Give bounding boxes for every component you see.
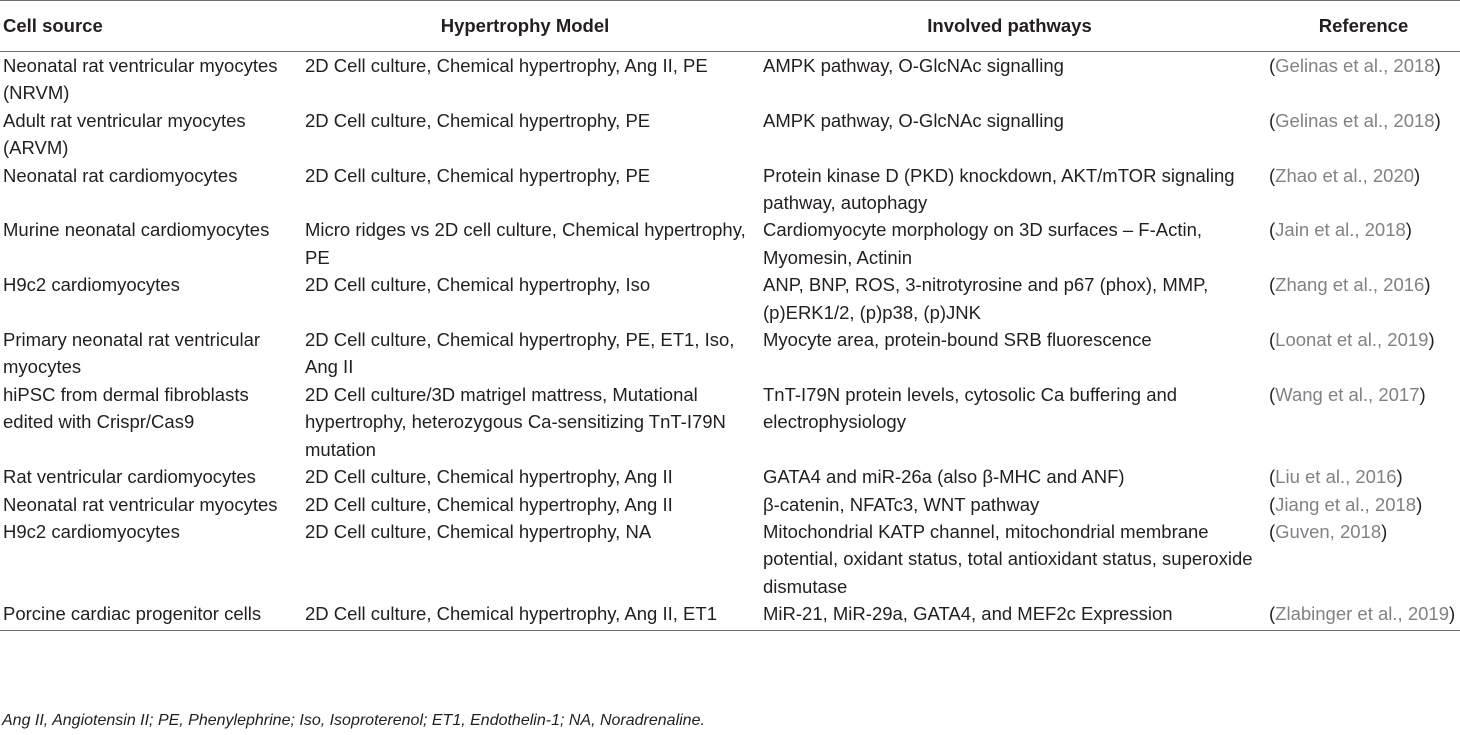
cell-hypertrophy-model: 2D Cell culture, Chemical hypertrophy, Ang II: [305, 466, 673, 488]
reference-link[interactable]: Gelinas et al., 2018: [1275, 109, 1435, 131]
cell-reference: (Liu et al., 2016): [1269, 466, 1403, 488]
cell-reference: (Zlabinger et al., 2019): [1267, 600, 1460, 630]
cell-involved-pathways: Mitochondrial KATP channel, mitochondrial membrane potential, oxidant status, total antioxidant status, superoxide dismutase: [763, 520, 1253, 597]
table-row: [0, 491, 1460, 518]
header-row: [0, 1, 1460, 52]
reference-link[interactable]: Zlabinger et al., 2019: [1275, 603, 1449, 625]
cell-hypertrophy-model: 2D Cell culture, Chemical hypertrophy, NA: [305, 520, 652, 542]
header-involved-pathways: Involved pathways: [752, 1, 1267, 52]
cell-involved-pathways: β-catenin, NFATc3, WNT pathway: [763, 493, 1040, 515]
cell-involved-pathways: ANP, BNP, ROS, 3-nitrotyrosine and p67 (phox), MMP, (p)ERK1/2, (p)p38, (p)JNK: [763, 274, 1209, 323]
cell-hypertrophy-model: 2D Cell culture, Chemical hypertrophy, PE, ET1, Iso, Ang II: [305, 329, 735, 378]
table-row: [0, 52, 1460, 107]
cell-hypertrophy-model: 2D Cell culture, Chemical hypertrophy, Ang II, ET1: [298, 600, 752, 630]
table-body: [0, 52, 1460, 631]
cell-involved-pathways: GATA4 and miR-26a (also β-MHC and ANF): [763, 466, 1125, 488]
cell-source: Adult rat ventricular myocytes (ARVM): [3, 109, 246, 159]
table-footnote: Ang II, Angiotensin II; PE, Phenylephrine; Iso, Isoproterenol; ET1, Endothelin-1; NA, Noradrenaline.: [2, 712, 705, 729]
cell-hypertrophy-model: 2D Cell culture, Chemical hypertrophy, PE: [305, 164, 651, 186]
cell-involved-pathways: Protein kinase D (PKD) knockdown, AKT/mTOR signaling pathway, autophagy: [763, 164, 1235, 214]
cell-reference: (Jiang et al., 2018): [1269, 493, 1423, 515]
reference-link[interactable]: Zhao et al., 2020: [1275, 164, 1415, 186]
cell-source: hiPSC from dermal fibroblasts edited with Crispr/Cas9: [3, 383, 249, 433]
reference-link[interactable]: Guven, 2018: [1275, 520, 1382, 542]
cell-reference: (Zhang et al., 2016): [1269, 274, 1431, 296]
table-row: [0, 271, 1460, 326]
reference-link[interactable]: Liu et al., 2016: [1275, 466, 1397, 488]
cell-reference: (Jain et al., 2018): [1269, 219, 1412, 241]
cell-involved-pathways: AMPK pathway, O-GlcNAc signalling: [763, 109, 1064, 131]
cell-reference: (Guven, 2018): [1269, 520, 1388, 542]
header-cell-source: Cell source: [0, 1, 298, 52]
cell-source: Rat ventricular cardiomyocytes: [3, 466, 256, 488]
table-row: [0, 107, 1460, 162]
reference-link[interactable]: Gelinas et al., 2018: [1275, 55, 1435, 76]
cell-reference: (Wang et al., 2017): [1269, 383, 1426, 405]
cell-involved-pathways: AMPK pathway, O-GlcNAc signalling: [763, 55, 1064, 76]
reference-link[interactable]: Jiang et al., 2018: [1275, 493, 1417, 515]
cell-source: H9c2 cardiomyocytes: [3, 520, 180, 542]
cell-involved-pathways: MiR-21, MiR-29a, GATA4, and MEF2c Expression: [752, 600, 1267, 630]
cell-reference: (Gelinas et al., 2018): [1269, 109, 1441, 131]
header-reference: Reference: [1267, 1, 1460, 52]
cell-source: Neonatal rat ventricular myocytes (NRVM): [3, 55, 278, 104]
cell-reference: (Gelinas et al., 2018): [1269, 55, 1441, 76]
cell-reference: (Zhao et al., 2020): [1269, 164, 1421, 186]
cell-source: Murine neonatal cardiomyocytes: [3, 219, 270, 241]
table-row: [0, 216, 1460, 271]
reference-link[interactable]: Jain et al., 2018: [1275, 219, 1406, 241]
cell-hypertrophy-model: 2D Cell culture, Chemical hypertrophy, Iso: [305, 274, 651, 296]
cell-source: Neonatal rat ventricular myocytes: [3, 493, 278, 515]
table-row: [0, 162, 1460, 217]
cell-hypertrophy-model: 2D Cell culture, Chemical hypertrophy, Ang II, PE: [305, 55, 708, 76]
reference-link[interactable]: Loonat et al., 2019: [1275, 329, 1429, 351]
cell-involved-pathways: Myocyte area, protein-bound SRB fluorescence: [763, 329, 1152, 351]
table-row: [0, 600, 1460, 630]
cell-source: Porcine cardiac progenitor cells: [0, 600, 298, 630]
header-hypertrophy-model: Hypertrophy Model: [298, 1, 752, 52]
cell-source: Primary neonatal rat ventricular myocytes: [3, 329, 261, 378]
cell-hypertrophy-model: 2D Cell culture/3D matrigel mattress, Mutational hypertrophy, heterozygous Ca-sensitizing TnT-I79N mutation: [305, 383, 726, 460]
cell-source: H9c2 cardiomyocytes: [3, 274, 180, 296]
cell-reference: (Loonat et al., 2019): [1269, 329, 1435, 351]
cell-involved-pathways: Cardiomyocyte morphology on 3D surfaces – F-Actin, Myomesin, Actinin: [763, 219, 1203, 268]
cell-source: Neonatal rat cardiomyocytes: [3, 164, 238, 186]
cell-hypertrophy-model: Micro ridges vs 2D cell culture, Chemical hypertrophy, PE: [305, 219, 746, 268]
cell-involved-pathways: TnT-I79N protein levels, cytosolic Ca buffering and electrophysiology: [763, 383, 1178, 433]
reference-link[interactable]: Zhang et al., 2016: [1275, 274, 1425, 296]
cell-hypertrophy-model: 2D Cell culture, Chemical hypertrophy, PE: [305, 109, 651, 131]
table-row: [0, 326, 1460, 381]
table-row: [0, 518, 1460, 600]
table-row: [0, 381, 1460, 463]
cell-hypertrophy-model: 2D Cell culture, Chemical hypertrophy, Ang II: [305, 493, 673, 515]
table-row: [0, 463, 1460, 490]
reference-link[interactable]: Wang et al., 2017: [1275, 383, 1420, 405]
